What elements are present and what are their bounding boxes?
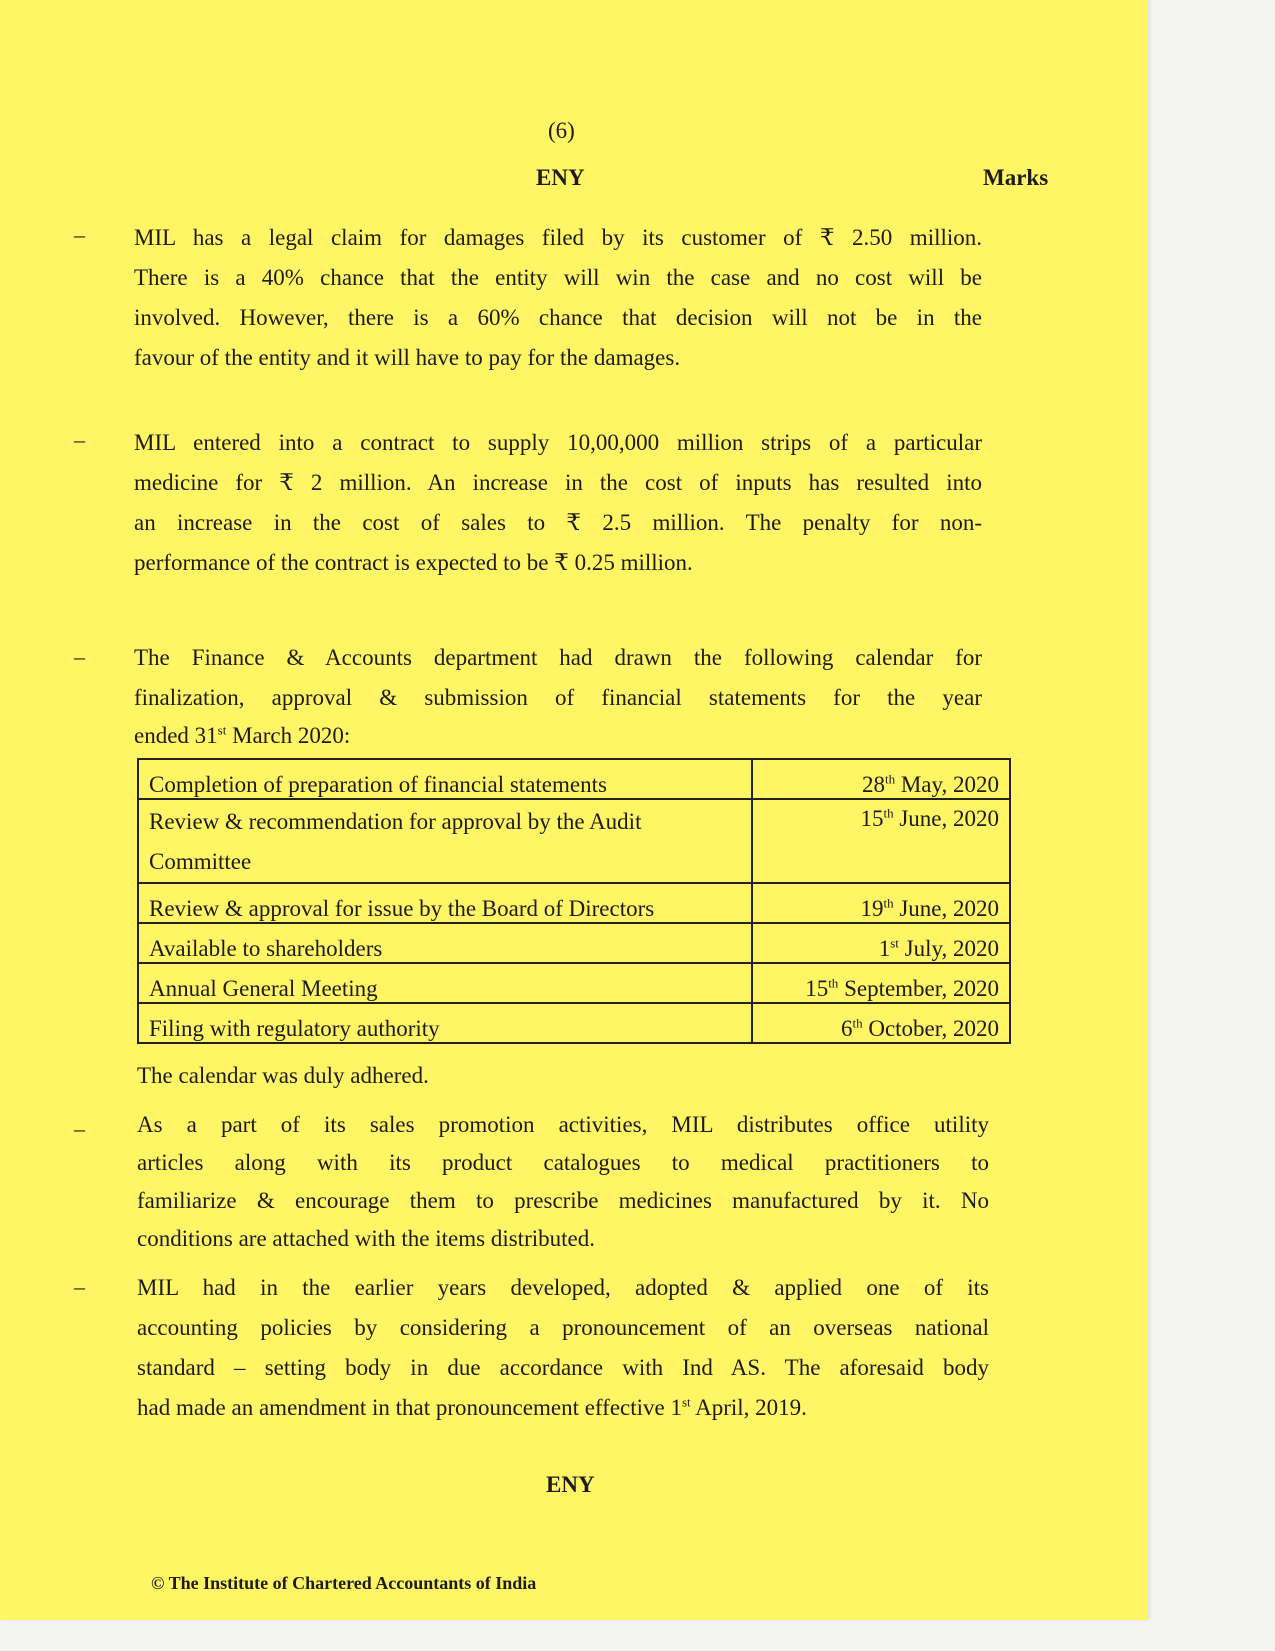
bullet-dash: – xyxy=(74,644,85,669)
para-line: finalization, approval & submission of financial statements for the year xyxy=(134,685,982,710)
date-cell: 6th October, 2020 xyxy=(752,1003,1010,1043)
bullet-dash: – xyxy=(74,1116,85,1141)
activity-cell: Filing with regulatory authority xyxy=(138,1003,752,1043)
footer-code: ENY xyxy=(546,1472,595,1497)
para-line: favour of the entity and it will have to pay for the damages. xyxy=(134,345,681,370)
para-calendar-intro xyxy=(134,638,982,754)
para-line: As a part of its sales promotion activities, MIL distributes office utility xyxy=(137,1112,989,1137)
activity-cell: Review & approval for issue by the Board of Directors xyxy=(138,883,752,923)
para-accounting-policy xyxy=(137,1268,989,1428)
date-cell: 19th June, 2020 xyxy=(752,883,1010,923)
calendar-note: The calendar was duly adhered. xyxy=(137,1063,429,1088)
activity-cell: Completion of preparation of financial statements xyxy=(138,759,752,799)
table-row xyxy=(138,799,1010,883)
activity-cell: Available to shareholders xyxy=(138,923,752,963)
para-line: conditions are attached with the items distributed. xyxy=(137,1226,595,1251)
para-line: articles along with its product catalogues to medical practitioners to xyxy=(137,1150,989,1175)
para-sales-promotion xyxy=(137,1106,989,1258)
para-line: had made an amendment in that pronouncement effective 1st April, 2019. xyxy=(137,1394,807,1420)
para-legal-claim xyxy=(134,218,982,378)
para-line: MIL entered into a contract to supply 10,00,000 million strips of a particular xyxy=(134,430,982,455)
para-line: MIL has a legal claim for damages filed by its customer of ₹ 2.50 million. xyxy=(134,225,982,250)
para-line: familiarize & encourage them to prescribe medicines manufactured by it. No xyxy=(137,1188,989,1213)
para-line: involved. However, there is a 60% chance that decision will not be in the xyxy=(134,305,982,330)
activity-cell: Review & recommendation for approval by the Audit Committee xyxy=(138,799,752,883)
table-row xyxy=(138,1003,1010,1043)
bullet-dash: – xyxy=(74,222,85,247)
para-line: MIL had in the earlier years developed, adopted & applied one of its xyxy=(137,1275,989,1300)
para-line: There is a 40% chance that the entity will win the case and no cost will be xyxy=(134,265,982,290)
table-row xyxy=(138,923,1010,963)
para-line: ended 31st March 2020: xyxy=(134,722,351,748)
para-line: performance of the contract is expected to be ₹ 0.25 million. xyxy=(134,550,693,575)
date-cell: 15th September, 2020 xyxy=(752,963,1010,1003)
table-row xyxy=(138,963,1010,1003)
table-row xyxy=(138,759,1010,799)
date-cell: 28th May, 2020 xyxy=(752,759,1010,799)
page-number: (6) xyxy=(548,118,575,143)
bullet-dash: – xyxy=(74,1274,85,1299)
calendar-table xyxy=(137,758,1011,1044)
copyright-notice: © The Institute of Chartered Accountants of India xyxy=(151,1573,537,1593)
marks-label: Marks xyxy=(983,165,1049,190)
para-line: an increase in the cost of sales to ₹ 2.5 million. The penalty for non- xyxy=(134,510,982,535)
table-row xyxy=(138,883,1010,923)
para-line: The Finance & Accounts department had drawn the following calendar for xyxy=(134,645,982,670)
date-cell: 1st July, 2020 xyxy=(752,923,1010,963)
para-supply-contract xyxy=(134,423,982,583)
para-line: standard – setting body in due accordance with Ind AS. The aforesaid body xyxy=(137,1355,989,1380)
date-cell: 15th June, 2020 xyxy=(752,799,1010,883)
header-code: ENY xyxy=(536,165,585,190)
para-line: accounting policies by considering a pronouncement of an overseas national xyxy=(137,1315,989,1340)
activity-cell: Annual General Meeting xyxy=(138,963,752,1003)
bullet-dash: – xyxy=(74,427,85,452)
para-line: medicine for ₹ 2 million. An increase in the cost of inputs has resulted into xyxy=(134,470,982,495)
